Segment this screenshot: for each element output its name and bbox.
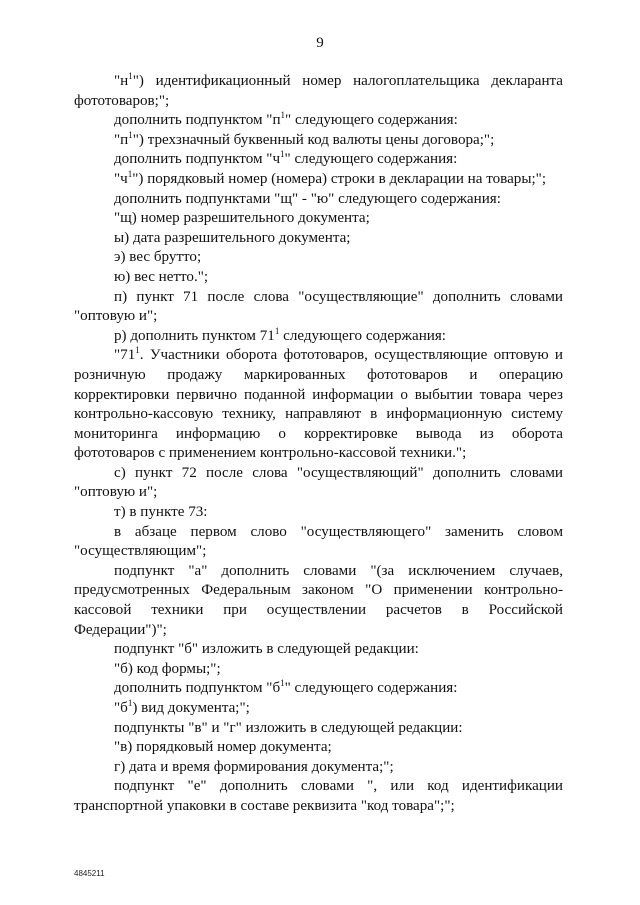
- paragraph-line: [74, 72, 563, 92]
- paragraph-line: [74, 327, 563, 347]
- superscript: 1: [280, 149, 285, 160]
- paragraph-line: [74, 346, 563, 366]
- text-fragment: дополнить подпунктом "ч: [114, 151, 281, 168]
- paragraph-line: подпункт "е" дополнить словами ", или код идентификации: [114, 778, 563, 795]
- paragraph-line: "оптовую и";: [74, 308, 158, 325]
- text-fragment: "71: [114, 347, 136, 364]
- paragraph-line: подпункт "б" изложить в следующей редакции:: [114, 641, 419, 658]
- paragraph-line: [74, 170, 563, 190]
- paragraph-line: кассовой техники при осуществлении расчетов в Российской: [74, 602, 563, 619]
- text-fragment: ") трехзначный буквенный код валюты цены договора;";: [132, 131, 495, 148]
- superscript: 1: [280, 110, 286, 121]
- paragraph-line: контрольно-кассовую технику, направляют в информационную систему: [74, 406, 563, 423]
- text-fragment: р) дополнить пунктом 71: [114, 327, 275, 344]
- superscript: 1: [128, 129, 133, 140]
- paragraph-line: г) дата и время формирования документа;";: [114, 758, 394, 775]
- paragraph-line: ю) вес нетто.";: [114, 268, 209, 285]
- paragraph-line: транспортной упаковки в составе реквизита "код товара";";: [74, 797, 455, 814]
- paragraph-line: предусмотренных Федеральным законом "О применении контрольно-: [74, 582, 563, 599]
- paragraph-line: [74, 150, 563, 170]
- superscript: 1: [135, 345, 140, 356]
- text-fragment: "н: [114, 73, 129, 89]
- paragraph-line: корректировки первично поданной информации о выбытии товара через: [74, 386, 563, 403]
- text-fragment: "п: [114, 131, 129, 148]
- text-fragment: ") порядковый номер (номера) строки в декларации на товары;";: [132, 170, 547, 187]
- paragraph-line: "б) код формы;";: [114, 660, 221, 677]
- paragraph-line: п) пункт 71 после слова "осуществляющие" дополнить словами: [114, 288, 563, 305]
- text-fragment: ") идентификационный номер налогоплательщика декларанта: [132, 73, 563, 89]
- paragraph-line: [74, 111, 563, 131]
- paragraph-line: Федерации")";: [74, 621, 167, 638]
- paragraph-line: подпункт "а" дополнить словами "(за исключением случаев,: [114, 562, 563, 579]
- paragraph-line: "в) порядковый номер документа;: [114, 739, 332, 756]
- paragraph-line: фототоваров с применением контрольно-кассовой техники.";: [74, 445, 467, 462]
- text-fragment: следующего содержания:: [279, 327, 446, 344]
- document-body: [74, 72, 563, 817]
- paragraph-line: дополнить подпунктами "щ" - "ю" следующего содержания:: [114, 190, 501, 207]
- paragraph-line: ы) дата разрешительного документа;: [114, 229, 351, 246]
- text-fragment: "б: [114, 700, 128, 716]
- text-fragment: . Участники оборота фототоваров, осуществляющие оптовую и: [139, 347, 563, 364]
- superscript: 1: [274, 325, 280, 336]
- text-fragment: дополнить подпунктом "п: [114, 112, 281, 129]
- paragraph-line: "щ) номер разрешительного документа;: [114, 210, 370, 227]
- paragraph-line: [74, 699, 563, 719]
- paragraph-line: т) в пункте 73:: [114, 504, 208, 521]
- paragraph-line: [74, 679, 563, 699]
- paragraph-line: розничную продажу маркированных фототоваров и операцию: [74, 366, 563, 383]
- superscript: 1: [127, 168, 133, 179]
- superscript: 1: [128, 71, 133, 81]
- text-fragment: ) вид документа;";: [132, 700, 250, 716]
- page-number: 9: [316, 35, 324, 51]
- document-code: 4845211: [74, 869, 105, 878]
- paragraph-line: подпункты "в" и "г" изложить в следующей редакции:: [114, 719, 463, 736]
- text-fragment: дополнить подпунктом "б: [114, 680, 281, 697]
- text-fragment: " следующего содержания:: [284, 151, 458, 168]
- text-fragment: "ч: [114, 170, 128, 187]
- text-fragment: " следующего содержания:: [285, 112, 458, 129]
- paragraph-line: фототоваров;";: [74, 92, 170, 109]
- superscript: 1: [127, 698, 133, 708]
- paragraph-line: э) вес брутто;: [114, 249, 202, 266]
- paragraph-line: мониторинга информацию о корректировке вывода из оборота: [74, 425, 563, 442]
- paragraph-line: с) пункт 72 после слова "осуществляющий" дополнить словами: [114, 464, 563, 481]
- paragraph-line: [74, 131, 563, 151]
- superscript: 1: [280, 678, 285, 689]
- paragraph-line: "осуществляющим";: [74, 543, 207, 560]
- text-fragment: " следующего содержания:: [284, 680, 458, 697]
- paragraph-line: в абзаце первом слово "осуществляющего" заменить словом: [114, 523, 563, 540]
- paragraph-line: "оптовую и";: [74, 484, 158, 501]
